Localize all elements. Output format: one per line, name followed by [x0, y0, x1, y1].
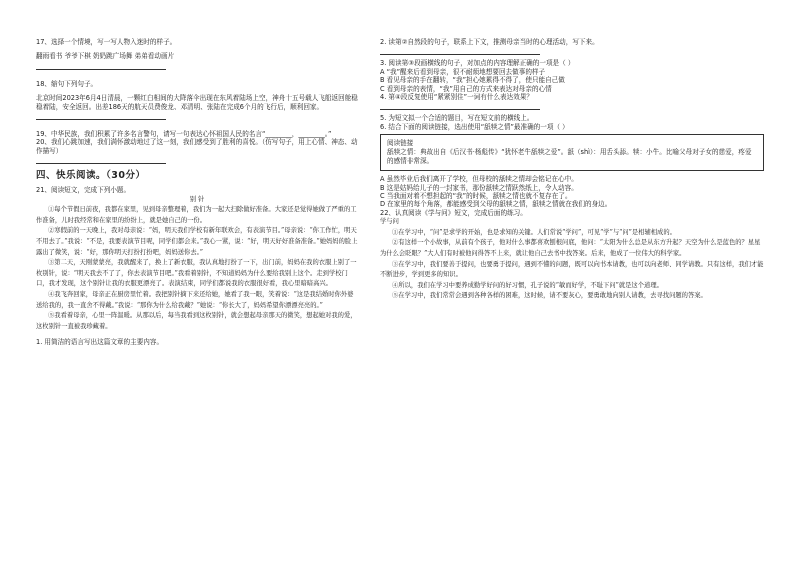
question-5: 5. 为短文拟一个合适的题目，写在短文前的横线上。 — [380, 114, 534, 123]
option-c: C 当我面对着不想担起的“我”的时候，舐犊之情也就不复存在了。 — [380, 192, 572, 201]
question-21-1: 1. 用简洁的语言写出这篇文章的主要内容。 — [36, 338, 164, 347]
answer-line[interactable] — [380, 48, 540, 55]
option-a: A “我”醒来后看到母亲，很不耐烦地想要回去做事的样子 — [380, 67, 546, 76]
question-2: 2. 读第②自然段的句子，联系上下文，推测母亲当时的心理活动，写下来。 — [380, 38, 599, 46]
question-19: 19、中华民族，我们积累了许多名言警句，请写一句表达心怀祖国人民的名言“________，________。” — [36, 130, 332, 139]
question-17: 17、选择一个情境，写一写人物入迷时的样子。 — [36, 38, 177, 46]
option-b: B 这是姑妈给儿子的一封家书，那份舐犊之情跃然纸上，令人动容。 — [380, 183, 578, 192]
answer-line[interactable] — [36, 157, 166, 164]
reading-link-box — [380, 134, 764, 171]
option-d: D 在家里的每个角落，都能感受到父母的舐犊之情，舐犊之情就在我们的身边。 — [380, 200, 612, 209]
section-title: 四、快乐阅读。（30分） — [36, 170, 146, 182]
passage-paragraph: ③在学习中，我们要善于提问，也要勇于提问，遇到不懂的问题，既可以向书本请教，也可以向老师、同学请教。只有这样，我们才能不断进步，学到更多的知识。 — [380, 260, 764, 279]
question-20: 20、我们心跳加速，我们满怀激动地过了这一刻，我们感受到了胜利的喜悦。（仿写句子，用上心情、神态、动作描写） — [36, 138, 358, 155]
answer-line[interactable] — [380, 103, 540, 110]
passage-paragraph: ①每个节假日前夜，我都在家里，见到母亲整理着，我们为一起大扫除做好准备。大家还是觉得她做了严重的工作准备，儿时我经常和在家里的纷纷上，就是她自己的一份。 — [36, 206, 357, 224]
right-column — [380, 38, 764, 302]
passage-title: 学与问 — [380, 218, 399, 226]
passage-paragraph: ②寒假前的一天晚上，我对母亲说：“妈，明天我们学校有新年联欢会，有表演节目。”母亲说：“你工作忙，明天不用去了。”我说：“不是，我要表演节目呢，同学们都会来。”我心一紧，说：“好，明天好好准备准备。”她妈妈的脸上露出了微笑，说：“好，那你明天打扮打扮吧，妈妈送你去。” — [36, 227, 358, 256]
reading-link-title: 阅读链接 — [387, 139, 414, 148]
question-18: 18、缩句下列句子。 — [36, 79, 98, 88]
question-17-options: 翻雨看书 爷爷下棋 奶奶跳广场舞 弟弟看动画片 — [36, 52, 175, 61]
question-18-text: 北京时间2023年6月4日清晨，一颗红白相间的大降落伞出现在东风着陆场上空，神舟十五号载人飞船返回舱稳稳着陆，安全返回。出差186天的航天员费俊龙、邓清明、张陆在完成6个月的飞行后，顺利回家。 — [36, 94, 358, 111]
left-column — [36, 38, 358, 347]
option-a: A 虽然毕业后我们离开了学校，但母校的舐犊之情却会铭记在心中。 — [380, 175, 578, 184]
passage-paragraph: ④我飞奔回家，母亲正在厨房里忙着。我把别针摘下来还给她，她看了我一眼，笑着说：“这是我结婚时你外婆送给我的，我一直舍不得戴。”我说：“那你为什么给我戴？”她说：“你长大了，妈妈希望你漂漂亮亮的。” — [36, 291, 354, 309]
passage-paragraph: ②有这样一个小故事，从前有个孩子，他对什么事都喜欢刨根问底，他问：“太阳为什么总是从东方升起？天空为什么是蓝色的？星星为什么会眨眼？”大人们有时被他问得答不上来，就让他自己去书中找答案。后来，他成了一位伟大的科学家。 — [380, 239, 761, 258]
passage-paragraph: ③第二天，天刚蒙蒙亮，我就醒来了，换上了新衣服，我认真地打扮了一下，出门前，妈妈在我的衣服上别了一枚别针，说：“明天我去不了了，你去表演节目吧。”我看着别针，不知道妈妈为什么要给我别上这个。走到学校门口，我才发现，这个别针让我的衣服更漂亮了。表演结束，同学们都说我的衣服很好看，我心里暗暗高兴。 — [36, 259, 357, 288]
question-4: 4. 第④段反复使用“紧紧别住”一词有什么表达效果？ — [380, 93, 534, 102]
question-22: 22、认真阅读《学与问》短文，完成后面的练习。 — [380, 208, 527, 217]
question-21: 21、阅读短文，完成下列小题。 — [36, 186, 131, 195]
passage-paragraph: ⑤在学习中，我们常常会遇到各种各样的困难，这时候，请不要灰心，要勇敢地向别人请教，去寻找问题的答案。 — [392, 292, 707, 300]
question-6: 6. 结合下面的阅读链接，选出使用“舐犊之情”最准确的一项（ ） — [380, 122, 569, 131]
option-c: C 看到母亲的表情，“我”用自己的方式来表达对母亲的心情 — [380, 84, 552, 93]
question-3: 3. 阅读第③段画横线的句子，对加点的内容理解正确的一项是（ ） — [380, 59, 575, 68]
passage-paragraph: ⑤我看着母亲，心里一阵温暖。从那以后，每当我看到这枚别针，就会想起母亲那天的微笑，想起她对我的爱，这枚别针一直被我珍藏着。 — [36, 312, 357, 330]
answer-line[interactable] — [36, 63, 166, 70]
passage-paragraph: ①在学习中，“问”是求学的开始，也是求知的关键。人们常说“学问”，可见“学”与“问”是相辅相成的。 — [392, 228, 676, 236]
answer-line[interactable] — [36, 113, 166, 120]
passage-title: 别 针 — [189, 195, 205, 203]
passage-paragraph: ④所以，我们在学习中要养成勤学好问的好习惯，孔子说的“敏而好学，不耻下问”就是这个道理。 — [392, 281, 663, 289]
option-b: B 看见母亲的手在翻转，“我”担心她累得不得了，使只能自己做 — [380, 76, 565, 85]
reading-link-text: 舐犊之情：典故出自《后汉书·杨彪传》“犹怀老牛舐犊之爱”。舐（shì）：用舌头舔。犊：小牛。比喻父母对子女的慈爱，疼爱的感情非常深。 — [387, 148, 752, 166]
